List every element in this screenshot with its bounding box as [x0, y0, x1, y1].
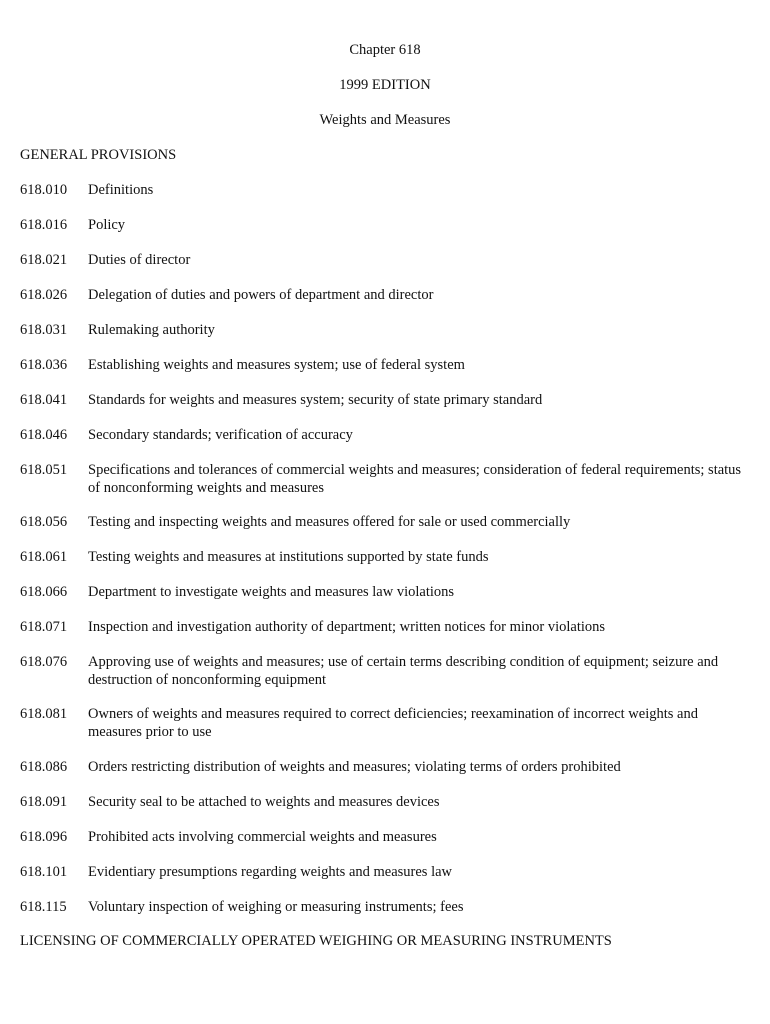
section-number: 618.056	[20, 514, 68, 530]
toc-entry	[20, 828, 750, 846]
toc-entry	[20, 653, 750, 689]
section-title: Testing weights and measures at institutions supported by state funds	[88, 549, 489, 565]
section-title: Voluntary inspection of weighing or measuring instruments; fees	[88, 899, 464, 915]
section-number: 618.071	[20, 619, 68, 635]
chapter-heading: Chapter 618	[349, 42, 421, 58]
toc-entry	[20, 548, 750, 566]
section-title: Orders restricting distribution of weights and measures; violating terms of orders prohibited	[88, 759, 621, 775]
toc-entry	[20, 758, 750, 776]
section-title: Delegation of duties and powers of department and director	[88, 287, 434, 303]
section-title: Security seal to be attached to weights and measures devices	[88, 794, 440, 810]
edition-heading: 1999 EDITION	[339, 77, 431, 93]
section-number: 618.036	[20, 357, 68, 373]
section-heading-licensing: LICENSING OF COMMERCIALLY OPERATED WEIGHING OR MEASURING INSTRUMENTS	[20, 933, 612, 949]
toc-entry	[20, 705, 750, 741]
toc-entry	[20, 181, 750, 199]
toc-entry	[20, 391, 750, 409]
section-title: Rulemaking authority	[88, 322, 215, 338]
section-number: 618.096	[20, 829, 68, 845]
section-title: Inspection and investigation authority of department; written notices for minor violations	[88, 619, 606, 635]
section-number: 618.115	[20, 899, 67, 915]
section-number: 618.061	[20, 549, 68, 565]
section-title: Testing and inspecting weights and measures offered for sale or used commercially	[88, 514, 571, 530]
toc-entry	[20, 286, 750, 304]
section-number: 618.076	[20, 654, 68, 670]
toc-entry	[20, 513, 750, 531]
section-number: 618.046	[20, 427, 68, 443]
toc-entry	[20, 583, 750, 601]
section-title: Evidentiary presumptions regarding weights and measures law	[88, 864, 453, 880]
toc-entry	[20, 356, 750, 374]
toc-entry	[20, 321, 750, 339]
section-title: Establishing weights and measures system; use of federal system	[88, 357, 465, 373]
section-title: Prohibited acts involving commercial weights and measures	[88, 829, 437, 845]
section-number: 618.051	[20, 462, 68, 478]
section-heading-general: GENERAL PROVISIONS	[20, 147, 177, 163]
section-title: Secondary standards; verification of accuracy	[88, 427, 353, 443]
section-title: Definitions	[88, 182, 154, 198]
toc-entry	[20, 898, 750, 916]
section-title: Specifications and tolerances of commercial weights and measures; consideration of federal requirements; status of nonconforming weights and measures	[88, 462, 742, 496]
section-title: Policy	[88, 217, 126, 233]
section-number: 618.010	[20, 182, 68, 198]
section-number: 618.026	[20, 287, 68, 303]
section-number: 618.021	[20, 252, 68, 268]
section-number: 618.091	[20, 794, 68, 810]
section-number: 618.041	[20, 392, 68, 408]
toc-entry	[20, 618, 750, 636]
toc-entry	[20, 426, 750, 444]
section-title: Standards for weights and measures system; security of state primary standard	[88, 392, 543, 408]
toc-entry	[20, 863, 750, 881]
section-number: 618.016	[20, 217, 68, 233]
section-number: 618.081	[20, 706, 68, 722]
section-number: 618.066	[20, 584, 68, 600]
section-number: 618.101	[20, 864, 68, 880]
section-title: Approving use of weights and measures; use of certain terms describing condition of equipment; seizure and destruction of nonconforming equipment	[88, 654, 719, 688]
toc-entry	[20, 216, 750, 234]
section-number: 618.031	[20, 322, 68, 338]
section-title: Owners of weights and measures required to correct deficiencies; reexamination of incorrect weights and measures prior to use	[88, 706, 698, 740]
section-title: Duties of director	[88, 252, 191, 268]
chapter-title: Weights and Measures	[319, 112, 451, 128]
toc-entry	[20, 793, 750, 811]
toc-entry	[20, 251, 750, 269]
toc-entry	[20, 461, 750, 497]
section-title: Department to investigate weights and measures law violations	[88, 584, 455, 600]
section-number: 618.086	[20, 759, 68, 775]
